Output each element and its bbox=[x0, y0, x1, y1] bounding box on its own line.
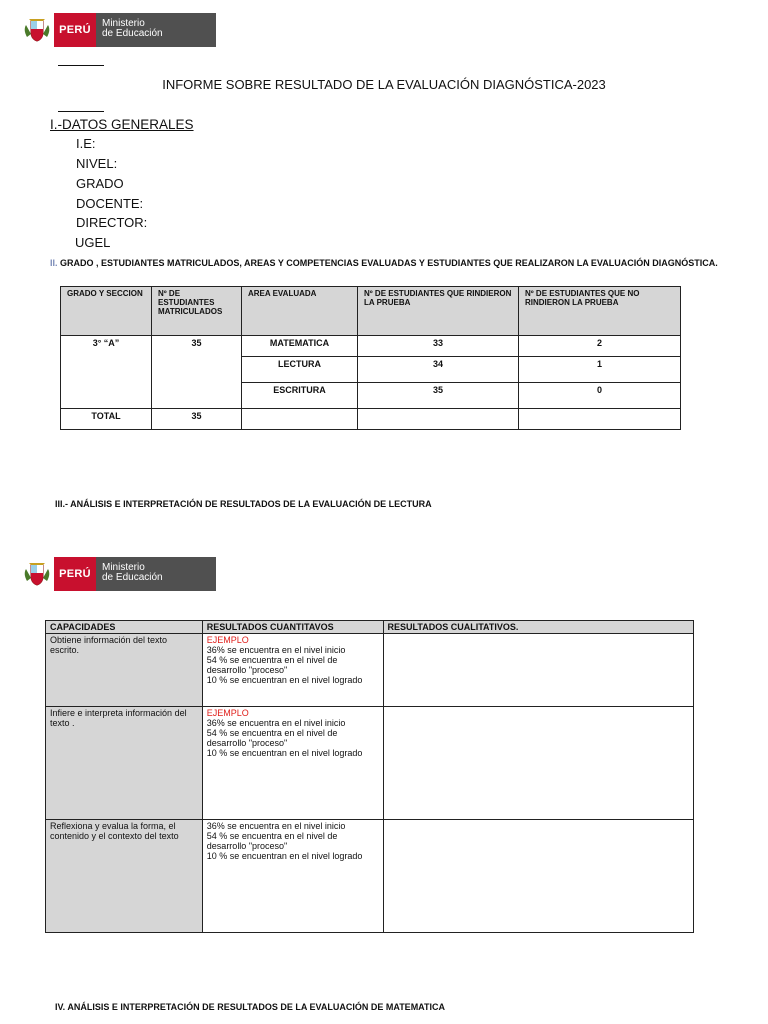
header-grado: GRADO Y SECCION bbox=[61, 287, 152, 336]
took-cell: 34 bbox=[358, 357, 519, 383]
total-value: 35 bbox=[152, 409, 242, 430]
header-rindieron: Nº DE ESTUDIANTES QUE RINDIERON LA PRUEBA bbox=[358, 287, 519, 336]
table-row bbox=[46, 634, 694, 707]
section-4-heading: IV. ANÁLISIS E INTERPRETACIÓN DE RESULTADOS DE LA EVALUACIÓN DE MATEMATICA bbox=[55, 1002, 446, 1012]
coat-of-arms-icon bbox=[20, 13, 54, 47]
area-cell: MATEMATICA bbox=[242, 336, 358, 357]
lectura-results-table bbox=[45, 620, 694, 933]
enrollment-table bbox=[60, 286, 681, 430]
header-area: AREA EVALUADA bbox=[242, 287, 358, 336]
field-nivel: NIVEL: bbox=[76, 156, 118, 171]
table-row bbox=[46, 820, 694, 933]
took-cell: 35 bbox=[358, 383, 519, 409]
not-took-cell: 1 bbox=[519, 357, 681, 383]
section-2-heading: II. GRADO , ESTUDIANTES MATRICULADOS, AREAS Y COMPETENCIAS EVALUADAS Y ESTUDIANTES QUE REALIZARON LA EVALUACIÓN DIAGNÓSTICA. bbox=[50, 258, 718, 268]
peru-label: PERÚ bbox=[54, 557, 96, 591]
peru-label: PERÚ bbox=[54, 13, 96, 47]
ejemplo-label: EJEMPLO bbox=[206, 708, 249, 718]
section-3-heading: III.- ANÁLISIS E INTERPRETACIÓN DE RESULTADOS DE LA EVALUACIÓN DE LECTURA bbox=[55, 499, 432, 509]
document-title: INFORME SOBRE RESULTADO DE LA EVALUACIÓN DIAGNÓSTICA-2023 bbox=[162, 77, 606, 92]
capacidad-cell: Reflexiona y evalua la forma, el contenido y el contexto del texto bbox=[46, 820, 203, 933]
field-ugel: UGEL bbox=[75, 235, 111, 250]
field-docente: DOCENTE: bbox=[76, 196, 144, 211]
cualitativo-cell bbox=[383, 820, 693, 933]
header-cualitativos: RESULTADOS CUALITATIVOS. bbox=[383, 621, 693, 634]
minedu-logo-top bbox=[20, 13, 216, 47]
datos-generales-heading: I.-DATOS GENERALES bbox=[50, 117, 194, 132]
cuantitativo-cell: 36% se encuentra en el nivel inicio 54 % se encuentra en el nivel de desarrollo "proceso" 10 % se encuentran en el nivel logrado bbox=[202, 820, 383, 933]
total-label: TOTAL bbox=[61, 409, 152, 430]
field-grado: GRADO bbox=[76, 176, 124, 191]
header-matriculados: Nº DE ESTUDIANTES MATRICULADOS bbox=[152, 287, 242, 336]
ejemplo-label: EJEMPLO bbox=[206, 635, 249, 645]
divider-line bbox=[58, 111, 104, 112]
table-row bbox=[61, 336, 681, 357]
ministry-label: Ministerio de Educación bbox=[96, 557, 216, 591]
not-took-cell: 2 bbox=[519, 336, 681, 357]
header-cuantitativos: RESULTADOS CUANTITAVOS bbox=[202, 621, 383, 634]
header-no-rindieron: Nº DE ESTUDIANTES QUE NO RINDIERON LA PRUEBA bbox=[519, 287, 681, 336]
field-director: DIRECTOR: bbox=[76, 215, 148, 230]
took-cell: 33 bbox=[358, 336, 519, 357]
cualitativo-cell bbox=[383, 707, 693, 820]
cuantitativo-cell: EJEMPLO 36% se encuentra en el nivel inicio 54 % se encuentra en el nivel de desarrollo "proceso" 10 % se encuentran en el nivel logrado bbox=[202, 634, 383, 707]
capacidad-cell: Infiere e interpreta información del texto . bbox=[46, 707, 203, 820]
table-total-row bbox=[61, 409, 681, 430]
ministry-label: Ministerio de Educación bbox=[96, 13, 216, 47]
enrolled-cell: 35 bbox=[152, 336, 242, 409]
grade-cell: 3° “A” bbox=[61, 336, 152, 409]
capacidad-cell: Obtiene información del texto escrito. bbox=[46, 634, 203, 707]
divider-line bbox=[58, 65, 104, 66]
cuantitativo-cell: EJEMPLO 36% se encuentra en el nivel inicio 54 % se encuentra en el nivel de desarrollo "proceso" 10 % se encuentran en el nivel logrado bbox=[202, 707, 383, 820]
area-cell: ESCRITURA bbox=[242, 383, 358, 409]
table-header-row bbox=[61, 287, 681, 336]
not-took-cell: 0 bbox=[519, 383, 681, 409]
coat-of-arms-icon bbox=[20, 557, 54, 591]
field-ie: I.E: bbox=[76, 136, 96, 151]
cualitativo-cell bbox=[383, 634, 693, 707]
table-row bbox=[46, 707, 694, 820]
table-header-row bbox=[46, 621, 694, 634]
header-capacidades: CAPACIDADES bbox=[46, 621, 203, 634]
minedu-logo-bottom bbox=[20, 557, 216, 591]
area-cell: LECTURA bbox=[242, 357, 358, 383]
